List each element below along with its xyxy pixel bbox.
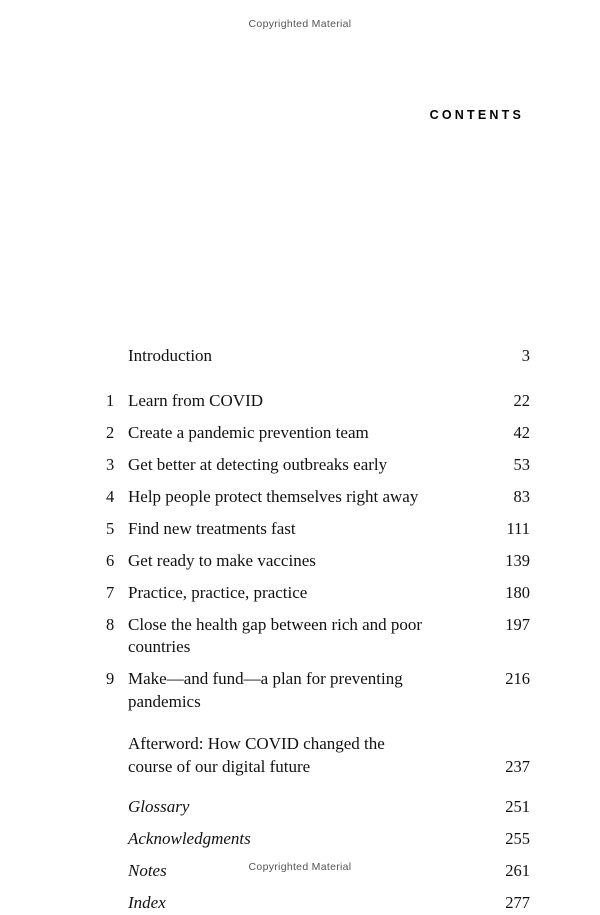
toc-entry-chapter-6	[106, 550, 530, 573]
toc-entry-number: 6	[106, 550, 115, 570]
toc-entry-title: Index	[128, 892, 166, 912]
toc-entry-page: 237	[505, 756, 530, 776]
toc-entry-number: 9	[106, 669, 115, 689]
toc-entry-title: Notes	[128, 861, 167, 880]
toc-entry-number: 8	[106, 614, 115, 634]
toc-entry-number: 5	[106, 518, 115, 538]
toc-entry-page: 277	[505, 892, 530, 912]
toc-entry-page: 111	[506, 518, 530, 538]
toc-entry-page: 251	[505, 797, 530, 817]
copyright-watermark-top: Copyrighted Material	[248, 18, 352, 30]
toc-entry-title: Introduction	[128, 346, 213, 365]
toc-entry-page: 53	[513, 454, 530, 474]
toc-entry-page: 261	[505, 861, 530, 880]
toc-entry-page: 255	[505, 829, 530, 849]
toc-entry-title: Glossary	[128, 797, 190, 817]
toc-entry-page: 22	[513, 390, 530, 410]
toc-entry-title: Create a pandemic prevention team	[128, 422, 369, 442]
toc-entry-page: 216	[505, 669, 530, 689]
toc-entry-chapter-3	[106, 454, 530, 477]
toc-entry-page: 197	[505, 614, 530, 634]
toc-entry-index	[106, 892, 530, 915]
toc-entry-afterword	[106, 733, 530, 778]
toc-entry-chapter-8	[106, 614, 530, 660]
toc-entry-page: 42	[513, 422, 530, 442]
toc-entry-number: 1	[106, 390, 115, 410]
toc-entry-page: 3	[521, 346, 530, 365]
toc-entry-glossary	[106, 796, 530, 819]
page-title: CONTENTS	[429, 108, 524, 122]
toc-entry-page: 139	[505, 550, 530, 570]
toc-entry-page: 83	[513, 486, 530, 506]
toc-entry-chapter-9	[106, 668, 530, 714]
toc-entry-chapter-4	[106, 486, 530, 509]
toc-entry-chapter-7	[106, 582, 530, 605]
toc-entry-title: Get better at detecting outbreaks early	[128, 454, 388, 474]
toc-entry-title: Acknowledgments	[128, 829, 251, 849]
toc-entry-chapter-1	[106, 390, 530, 413]
toc-entry-chapter-5	[106, 518, 530, 541]
toc-entry-introduction	[106, 345, 530, 368]
toc-entry-number: 4	[106, 486, 115, 506]
toc-entry-title	[128, 733, 486, 778]
toc-entry-number: 2	[106, 422, 115, 442]
toc-entry-acknowledgments	[106, 828, 530, 851]
toc-entry-title: Close the health gap between rich and poor countries	[128, 614, 423, 657]
toc-entry-number: 7	[106, 582, 115, 602]
toc-entry-title: Help people protect themselves right away	[128, 486, 419, 506]
toc-entry-title-line-2: course of our digital future	[128, 756, 311, 776]
toc-entry-title: Get ready to make vaccines	[128, 550, 316, 570]
toc-entry-title: Make—and fund—a plan for preventing pandemics	[128, 669, 403, 712]
table-of-contents	[106, 345, 530, 915]
copyright-watermark-bottom: Copyrighted Material	[248, 861, 352, 873]
toc-entry-title: Practice, practice, practice	[128, 582, 308, 602]
toc-entry-page: 180	[505, 582, 530, 602]
toc-entry-chapter-2	[106, 422, 530, 445]
toc-entry-title: Find new treatments fast	[128, 518, 296, 538]
toc-entry-number: 3	[106, 454, 115, 474]
toc-entry-title: Learn from COVID	[128, 390, 264, 410]
toc-entry-title-line-1: Afterword: How COVID changed the	[128, 734, 385, 754]
